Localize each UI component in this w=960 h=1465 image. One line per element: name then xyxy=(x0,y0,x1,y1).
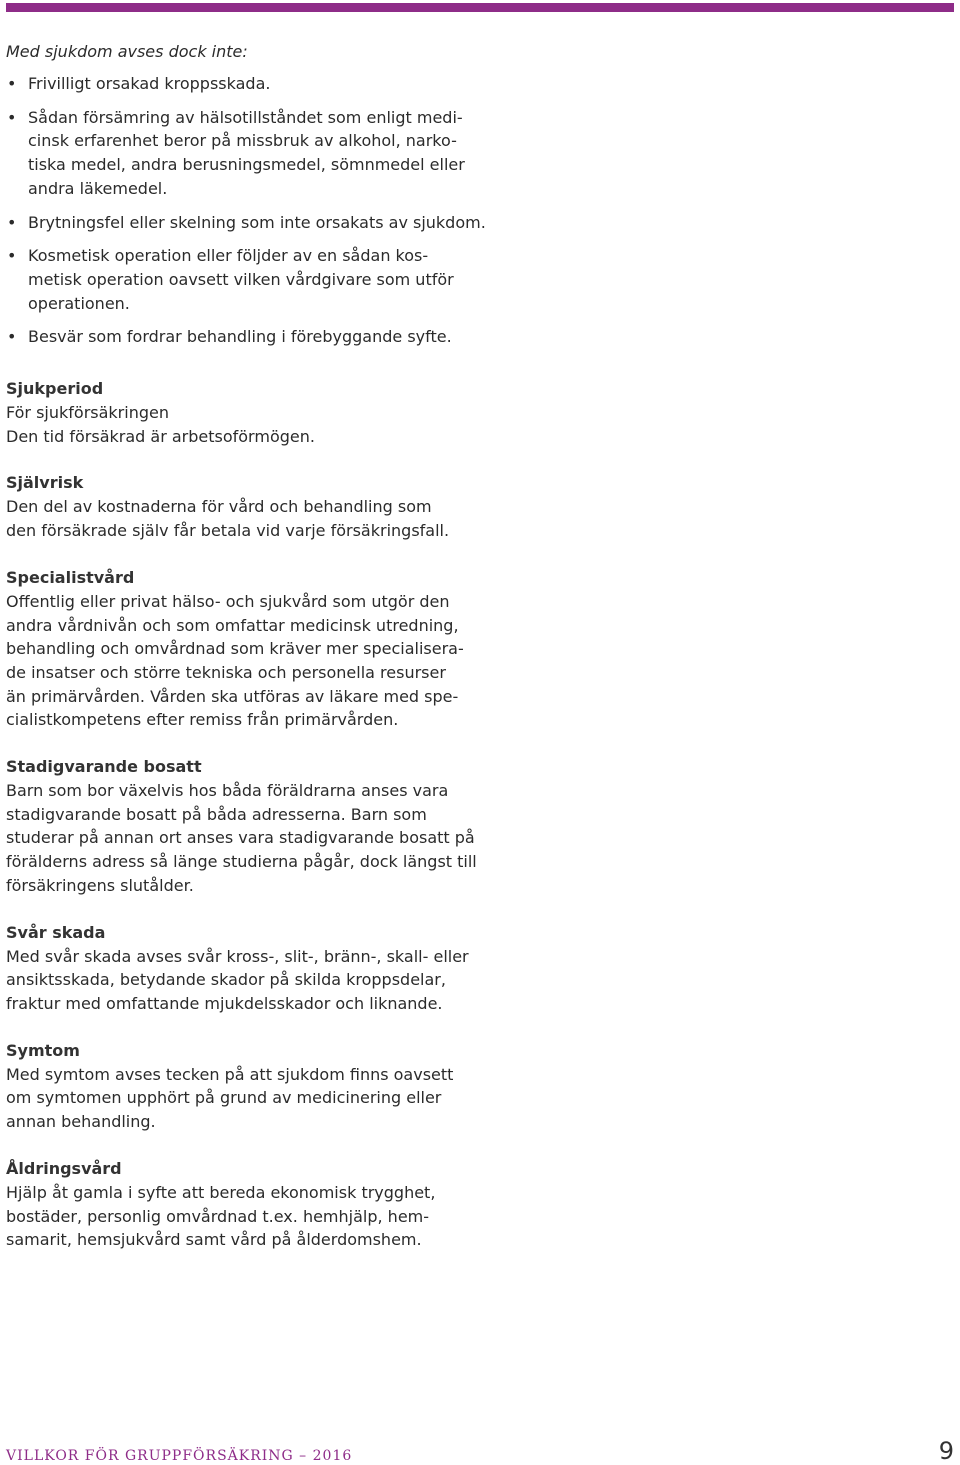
term-definition: Hjälp åt gamla i syfte att bereda ekonomisk trygghet, bostäder, personlig omvårdnad t.ex. hemhjälp, hem- samarit, hemsjukvård samt vård på ålderdomshem. xyxy=(6,1182,436,1250)
page-content xyxy=(6,40,486,1252)
list-item xyxy=(6,72,486,96)
term-symtom xyxy=(6,1039,486,1134)
term-sjukperiod xyxy=(6,377,486,448)
top-accent-bar xyxy=(6,3,954,12)
bullet-icon: • xyxy=(7,246,17,266)
term-title: Symtom xyxy=(6,1040,80,1060)
term-title: Stadigvarande bosatt xyxy=(6,757,202,777)
term-stadigvarande-bosatt xyxy=(6,755,486,898)
exclusions-intro: Med sjukdom avses dock inte: xyxy=(6,42,248,61)
list-item xyxy=(6,325,486,349)
footer-title: VILLKOR FÖR GRUPPFÖRSÄKRING – 2016 xyxy=(6,1448,353,1464)
term-definition: Med svår skada avses svår kross-, slit-, bränn-, skall- eller ansiktsskada, betydande skador på skilda kroppsdelar, fraktur med omfattande mjukdelsskador och liknande. xyxy=(6,946,469,1013)
term-definition: Barn som bor växelvis hos båda föräldrarna anses vara stadigvarande bosatt på båda adresserna. Barn som studerar på annan ort anses vara stadigvarande bosatt på förälderns adress så länge studierna pågår, dock längst till försäkringens slutålder. xyxy=(6,781,477,895)
term-aldringsvard xyxy=(6,1157,486,1252)
term-definition: För sjukförsäkringen Den tid försäkrad är arbetsoförmögen. xyxy=(6,403,315,446)
bullet-icon: • xyxy=(7,74,17,93)
term-title: Åldringsvård xyxy=(6,1158,122,1178)
term-title: Specialistvård xyxy=(6,567,135,587)
page-footer xyxy=(6,1437,954,1465)
bullet-icon: • xyxy=(7,327,17,347)
bullet-icon: • xyxy=(7,107,17,127)
term-title: Sjukperiod xyxy=(6,379,104,399)
list-item-text: Sådan försämring av hälsotillståndet som enligt medi- cinsk erfarenhet beror på missbruk av alkohol, narko- tiska medel, andra berusningsmedel, sömnmedel eller andra läkemedel. xyxy=(28,107,465,198)
list-item xyxy=(6,244,486,315)
list-item xyxy=(6,106,486,201)
term-svar-skada xyxy=(6,921,486,1016)
term-specialistvard xyxy=(6,566,486,732)
list-item xyxy=(6,211,486,235)
list-item-text: Frivilligt orsakad kroppsskada. xyxy=(28,74,271,93)
term-title: Självrisk xyxy=(6,473,84,493)
term-definition: Med symtom avses tecken på att sjukdom finns oavsett om symtomen upphört på grund av medicinering eller annan behandling. xyxy=(6,1064,454,1132)
term-sjalvrisk xyxy=(6,471,486,542)
page-number: 9 xyxy=(938,1437,954,1465)
bullet-icon: • xyxy=(7,212,17,232)
list-item-text: Brytningsfel eller skelning som inte orsakats av sjukdom. xyxy=(28,212,486,232)
term-definition: Offentlig eller privat hälso- och sjukvård som utgör den andra vårdnivån och som omfattar medicinsk utredning, behandling och omvårdnad som kräver mer specialisera- de insatser och större tekniska och personella resurser än primärvården. Vården ska utföras av läkare med spe- cialistkompetens efter remiss från primärvården. xyxy=(6,591,464,730)
list-item-text: Kosmetisk operation eller följder av en sådan kos- metisk operation oavsett vilken vårdgivare som utför operationen. xyxy=(28,246,454,313)
term-definition: Den del av kostnaderna för vård och behandling som den försäkrade själv får betala vid varje försäkringsfall. xyxy=(6,497,450,541)
exclusions-list xyxy=(6,72,486,349)
list-item-text: Besvär som fordrar behandling i förebyggande syfte. xyxy=(28,327,452,347)
term-title: Svår skada xyxy=(6,922,106,942)
